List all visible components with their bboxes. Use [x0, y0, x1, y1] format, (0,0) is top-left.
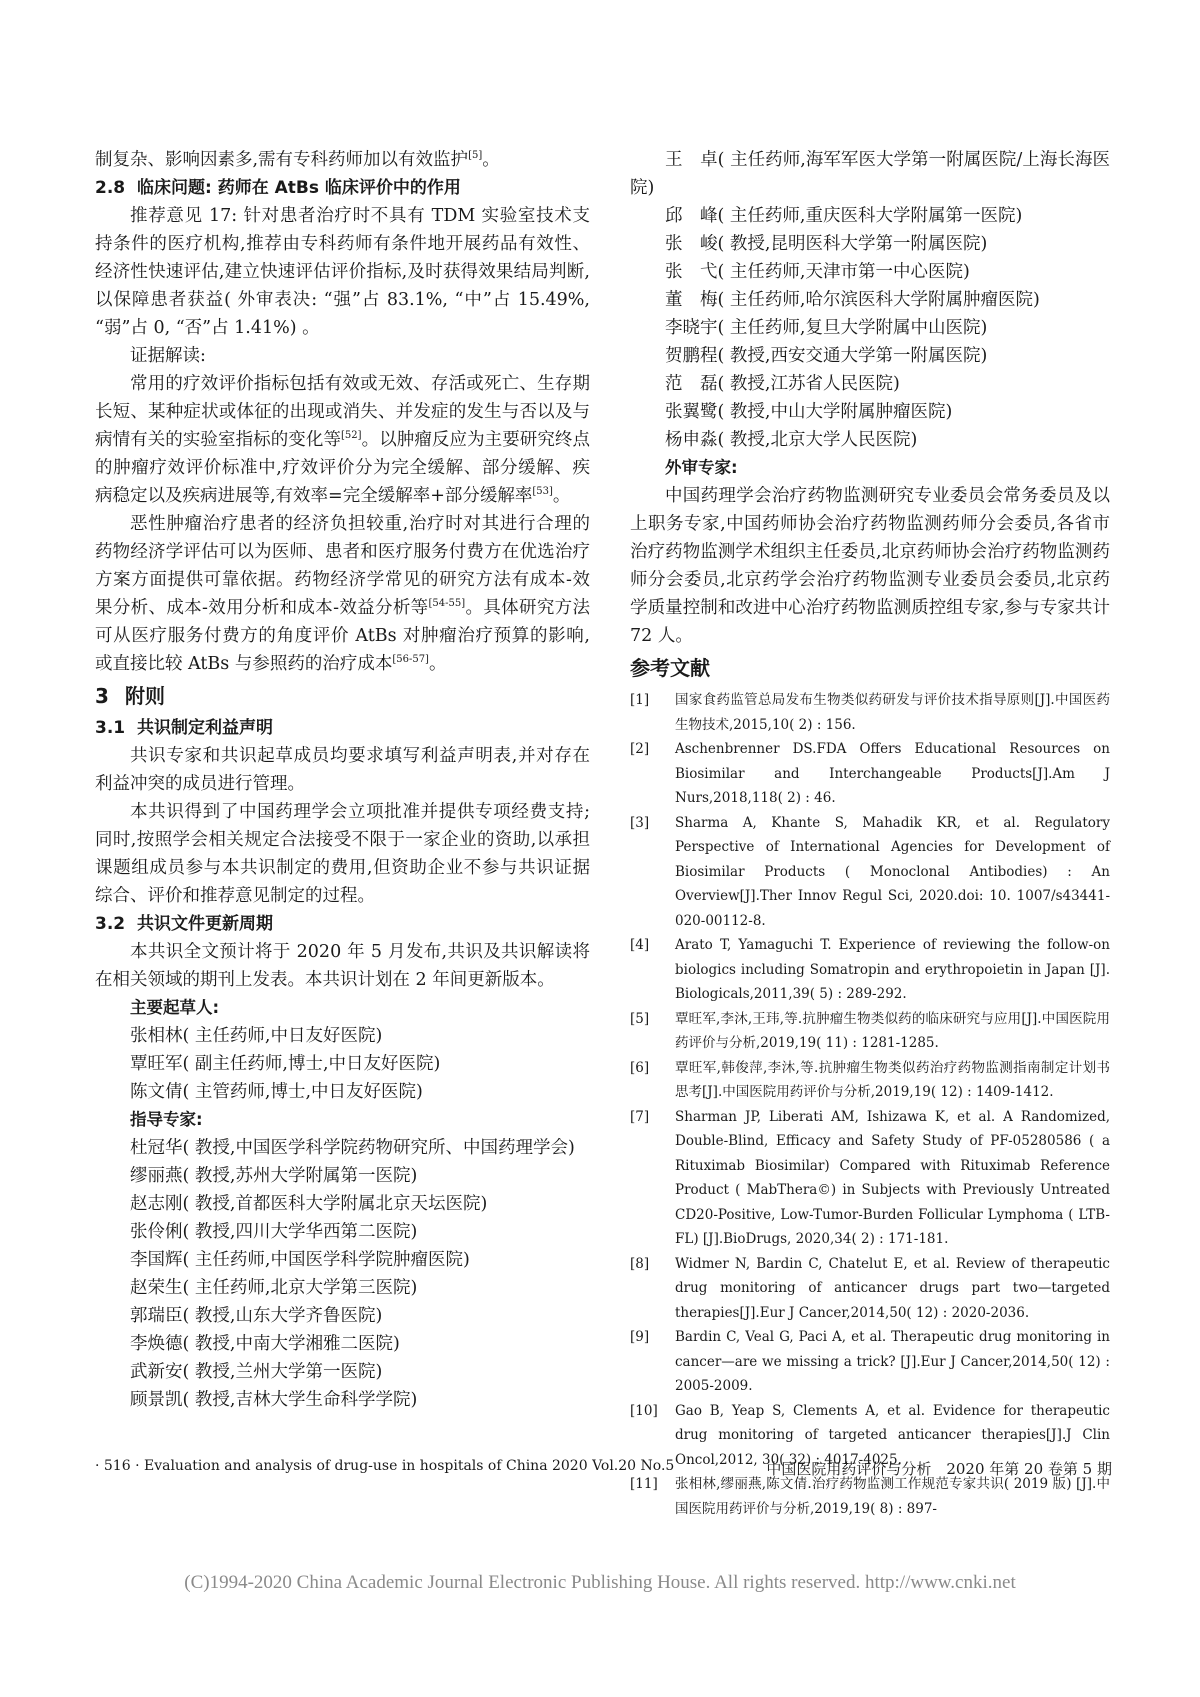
- evidence-label: 证据解读:: [130, 346, 206, 366]
- guide-item: 李焕德( 教授,中南大学湘雅二医院): [130, 1334, 400, 1354]
- guide-item: 郭瑞臣( 教授,山东大学齐鲁医院): [130, 1306, 383, 1326]
- drafter-item: 陈文倩( 主管药师,博士,中日友好医院): [130, 1082, 423, 1102]
- guide-item: 杜冠华( 教授,中国医学科学院药物研究所、中国药理学会): [130, 1138, 575, 1158]
- guide-item: 杨申淼( 教授,北京大学人民医院): [665, 430, 918, 450]
- section-heading-2-8: 2.8 临床问题: 药师在 AtBs 临床评价中的作用: [95, 178, 461, 198]
- reference-item: [8] Widmer N, Bardin C, Chatelut E, et al. Review of therapeutic drug monitoring of anticancer drugs part two—targeted therapies[J].Eur J Cancer,2014,50( 12) : 2020-2036.: [630, 1255, 1110, 1321]
- section-heading-3-1: 3.1 共识制定利益声明: [95, 718, 273, 738]
- reference-item: [10] Gao B, Yeap S, Clements A, et al. Evidence for therapeutic drug monitoring of targeted anticancer therapies[J].J Clin Oncol,2012, 30( 32) : 4017-4025.: [630, 1402, 1110, 1468]
- recommendation-17: 推荐意见 17: 针对患者治疗时不具有 TDM 实验室技术支持条件的医疗机构,推荐由专科药师有条件地开展药品有效性、经济性快速评估,建立快速评估评价指标,及时获得效果结局判断,以保障患者获益( 外审表决: “强”占 83.1%, “中”占 15.49%, “弱”占 0, “否”占 1.41%) 。: [95, 206, 590, 338]
- reference-item: [5] 覃旺军,李沐,王玮,等.抗肿瘤生物类似药的临床研究与应用[J].中国医院用药评价与分析,2019,19( 11) : 1281-1285.: [630, 1010, 1110, 1051]
- guide-item: 顾景凯( 教授,吉林大学生命科学学院): [130, 1390, 418, 1410]
- guide-item: 董 梅( 主任药师,哈尔滨医科大学附属肿瘤医院): [665, 290, 1040, 310]
- guide-item: 张 弋( 主任药师,天津市第一中心医院): [665, 262, 970, 282]
- copyright-notice: (C)1994-2020 China Academic Journal Electronic Publishing House. All rights reserved. http://www.cnki.net: [184, 1572, 1016, 1593]
- paragraph-interest-2: 本共识得到了中国药理学会立项批准并提供专项经费支持; 同时,按照学会相关规定合法接受不限于一家企业的资助,以承担课题组成员参与本共识制定的费用,但资助企业不参与共识证据综合、评价和推荐意见制定的过程。: [95, 802, 590, 906]
- guide-item: 赵志刚( 教授,首都医科大学附属北京天坛医院): [130, 1194, 488, 1214]
- references-list: [630, 688, 1110, 1521]
- guides-label: 指导专家:: [130, 1110, 203, 1129]
- paragraph-efficacy-evaluation: 常用的疗效评价指标包括有效或无效、存活或死亡、生存期长短、某种症状或体征的出现或消失、并发症的发生与否以及与病情有关的实验室指标的变化等[52]。以肿瘤反应为主要研究终点的肿瘤疗效评价标准中,疗效评价分为完全缓解、部分缓解、疾病稳定以及疾病进展等,有效率=完全缓解率+部分缓解率[53]。: [95, 374, 591, 506]
- drafter-item: 覃旺军( 副主任药师,博士,中日友好医院): [130, 1054, 441, 1074]
- paragraph-economic-evaluation: 恶性肿瘤治疗患者的经济负担较重,治疗时对其进行合理的药物经济学评估可以为医师、患者和医疗服务付费方在优选治疗方案方面提供可靠依据。药物经济学常见的研究方法有成本-效果分析、成本-效用分析和成本-效益分析等[54-55]。具体研究方法可从医疗服务付费方的角度评价 AtBs 对肿瘤治疗预算的影响,或直接比较 AtBs 与参照药的治疗成本[56-57]。: [95, 514, 590, 674]
- guide-item: 张 峻( 教授,昆明医科大学第一附属医院): [665, 234, 988, 254]
- reference-item: [7] Sharman JP, Liberati AM, Ishizawa K, et al. A Randomized, Double-Blind, Efficacy and Safety Study of PF-05280586 ( a Rituximab Biosimilar) Compared with Rituximab Reference Product ( MabThera©) in Subjects with Previously Untreated CD20-Positive, Low-Tumor-Burden Follicular Lymphoma ( LTB-FL) [J].BioDrugs, 2020,34( 2) : 171-181.: [630, 1108, 1110, 1247]
- guide-item: 赵荣生( 主任药师,北京大学第三医院): [130, 1278, 418, 1298]
- drafter-item: 张相林( 主任药师,中日友好医院): [130, 1026, 383, 1046]
- guide-item: 贺鹏程( 教授,西安交通大学第一附属医院): [665, 346, 988, 366]
- guides-list-right: [630, 146, 1110, 454]
- reference-item: [3] Sharma A, Khante S, Mahadik KR, et al. Regulatory Perspective of International Agencies for Development of Biosimilar Products ( Monoclonal Antibodies) : An Overview[J].Ther Innov Regul Sci, 2020.doi: 10. 1007/s43441-020-00112-8.: [630, 814, 1110, 929]
- drafters-label: 主要起草人:: [130, 998, 220, 1017]
- guide-item: 缪丽燕( 教授,苏州大学附属第一医院): [130, 1166, 418, 1186]
- footer-journal-chinese: 中国医院用药评价与分析 2020 年第 20 卷第 5 期: [766, 1460, 1112, 1478]
- guide-item: 武新安( 教授,兰州大学第一医院): [130, 1362, 383, 1382]
- guide-item: 李晓宇( 主任药师,复旦大学附属中山医院): [665, 318, 988, 338]
- section-heading-3-2: 3.2 共识文件更新周期: [95, 914, 273, 934]
- guides-list-left: [95, 1134, 590, 1414]
- reference-item: [11] 张相林,缪丽燕,陈文倩.治疗药物监测工作规范专家共识( 2019 版) [J].中国医院用药评价与分析,2019,19( 8) : 897-: [630, 1476, 1110, 1517]
- reference-item: [1] 国家食药监管总局发布生物类似药研发与评价技术指导原则[J].中国医药生物技术,2015,10( 2) : 156.: [630, 692, 1110, 733]
- section-heading-3: 3 附则: [95, 684, 165, 708]
- reference-item: [9] Bardin C, Veal G, Paci A, et al. Therapeutic drug monitoring in cancer—are we missing a trick? [J].Eur J Cancer,2014,50( 12) : 2005-2009.: [630, 1329, 1110, 1394]
- guide-item: 邱 峰( 主任药师,重庆医科大学附属第一医院): [665, 206, 1023, 226]
- paragraph-update-cycle: 本共识全文预计将于 2020 年 5 月发布,共识及共识解读将在相关领域的期刊上发表。本共识计划在 2 年间更新版本。: [95, 942, 590, 990]
- external-experts-label: 外审专家:: [665, 458, 738, 477]
- left-column: [95, 146, 590, 1414]
- reference-item: [6] 覃旺军,韩俊萍,李沐,等.抗肿瘤生物类似药治疗药物监测指南制定计划书思考[J].中国医院用药评价与分析,2019,19( 12) : 1409-1412.: [630, 1059, 1110, 1100]
- guide-item: 王 卓( 主任药师,海军军医大学第一附属医院/上海长海医院): [630, 150, 1110, 198]
- guide-item: 李国辉( 主任药师,中国医学科学院肿瘤医院): [130, 1250, 470, 1270]
- guide-item: 范 磊( 教授,江苏省人民医院): [665, 374, 900, 394]
- paragraph-external-experts: 中国药理学会治疗药物监测研究专业委员会常务委员及以上职务专家,中国药师协会治疗药物监测药师分会委员,各省市治疗药物监测学术组织主任委员,北京药师协会治疗药物监测药师分会委员,北京药学会治疗药物监测专业委员会委员,北京药学质量控制和改进中心治疗药物监测质控组专家,参与专家共计 72 人。: [630, 486, 1110, 646]
- paragraph-continued: 制复杂、影响因素多,需有专科药师加以有效监护[5]。: [95, 150, 500, 170]
- footer-journal-english: · 516 · Evaluation and analysis of drug-use in hospitals of China 2020 Vol.20 No.5: [95, 1458, 675, 1474]
- references-heading: 参考文献: [630, 656, 710, 680]
- guide-item: 张伶俐( 教授,四川大学华西第二医院): [130, 1222, 418, 1242]
- reference-item: [2] Aschenbrenner DS.FDA Offers Educational Resources on Biosimilar and Interchangeable Products[J].Am J Nurs,2018,118( 2) : 46.: [630, 741, 1110, 806]
- reference-item: [4] Arato T, Yamaguchi T. Experience of reviewing the follow-on biologics including Somatropin and erythropoietin in Japan [J]. Biologicals,2011,39( 5) : 289-292.: [630, 937, 1110, 1002]
- paragraph-interest-1: 共识专家和共识起草成员均要求填写利益声明表,并对存在利益冲突的成员进行管理。: [95, 746, 590, 794]
- right-column: [630, 146, 1110, 1521]
- guide-item: 张翼鹭( 教授,中山大学附属肿瘤医院): [665, 402, 953, 422]
- drafters-list: [95, 1022, 590, 1106]
